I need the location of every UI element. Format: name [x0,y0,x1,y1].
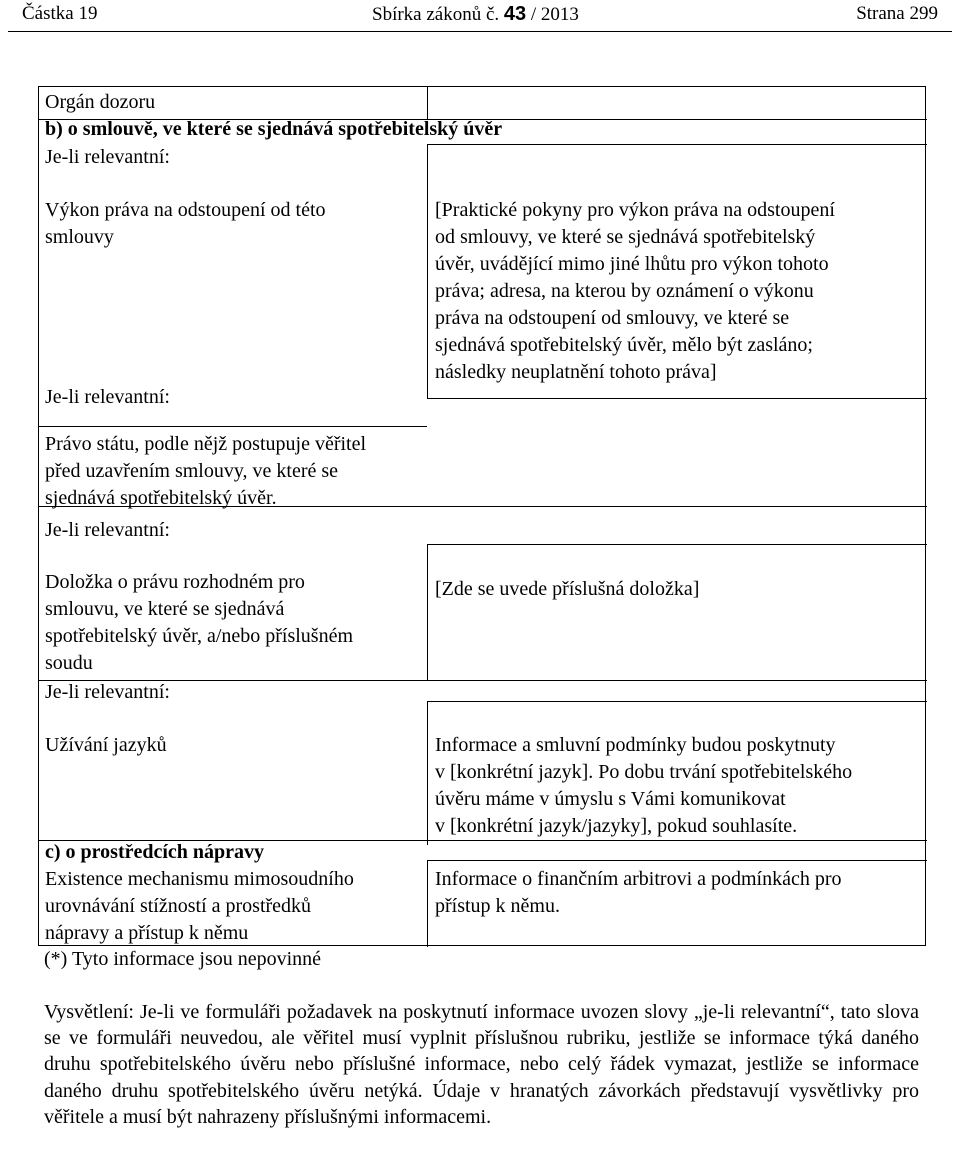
relevant-label: Je-li relevantní: [45,146,170,168]
relevant-label: Je-li relevantní: [45,681,170,703]
optional-info-footnote: (*) Tyto informace jsou nepovinné [44,948,322,970]
section-c-title: c) o prostředcích nápravy [45,841,265,863]
column-divider [427,860,428,947]
row-separator [427,544,927,545]
section-b-title: b) o smlouvě, ve které se sjednává spotřebitelský úvěr [45,118,503,140]
page-header [0,0,960,30]
explanation-paragraph: Vysvětlení: Je-li ve formuláři požadavek na poskytnutí informace uvozen slovy „je-li relevantní“, tato slova se ve formuláři neuvedou, ale věřitel musí vyplnit příslušnou rubriku, jestliže se informace týká daného druhu spotřebitelského úvěru nebo příslušné informace, nebo celý řádek vymazat, jestliže se informace daného druhu spotřebitelského úvěru netýká. Údaje v hranatých závorkách představují vysvětlivky pro věřitele a musí být nahrazeny příslušnými informacemi. [44,1001,919,1128]
withdrawal-right-label: Výkon práva na odstoupení od této smlouvy [45,199,326,248]
row-separator [427,144,927,145]
relevant-label: Je-li relevantní: [45,386,170,408]
column-divider [427,544,428,680]
row-separator [39,426,427,427]
row-separator [427,398,927,399]
row-separator [427,701,927,702]
governing-law-clause-placeholder: [Zde se uvede příslušná doložka] [435,578,700,600]
applicable-law-label: Právo státu, podle nějž postupuje věřitel před uzavřením smlouvy, ve které se sjednává spotřebitelský úvěr. [45,433,367,509]
out-of-court-redress-label: Existence mechanismu mimosoudního urovnávání stížností a prostředků nápravy a přístup k němu [45,868,354,944]
column-divider [427,701,428,845]
supervisory-authority-label: Orgán dozoru [45,91,156,113]
header-collection [372,3,579,26]
row-separator [427,860,927,861]
header-collection-year: / 2013 [530,4,579,25]
column-divider [427,87,428,119]
language-use-info: Informace a smluvní podmínky budou poskytnuty v [konkrétní jazyk]. Po dobu trvání spotřebitelského úvěru máme v úmyslu s Vámi komunikovat v [konkrétní jazyk/jazyky], pokud souhlasíte. [435,734,853,837]
header-collection-number: 43 [503,3,527,25]
withdrawal-right-instructions: [Praktické pokyny pro výkon práva na odstoupení od smlouvy, ve které se sjednává spotřebitelský úvěr, uvádějící mimo jiné lhůtu pro výkon tohoto práva; adresa, na kterou by oznámení o výkonu práva na odstoupení od smlouvy, ve které se sjednává spotřebitelský úvěr, mělo být zasláno; následky neuplatnění tohoto práva] [435,199,835,383]
governing-law-clause-label: Doložka o právu rozhodném pro smlouvu, ve které se sjednává spotřebitelský úvěr, a/nebo příslušném soudu [45,571,354,674]
relevant-label: Je-li relevantní: [45,519,170,541]
row-separator [39,680,927,681]
out-of-court-redress-info: Informace o finančním arbitrovi a podmínkách pro přístup k němu. [435,868,842,917]
information-form-table [38,86,926,946]
header-rule [8,31,952,32]
header-part: Částka 19 [22,3,98,24]
language-use-label: Užívání jazyků [45,734,167,756]
header-page-number: Strana 299 [856,3,938,24]
column-divider [427,144,428,398]
header-collection-prefix: Sbírka zákonů č. [372,4,500,25]
